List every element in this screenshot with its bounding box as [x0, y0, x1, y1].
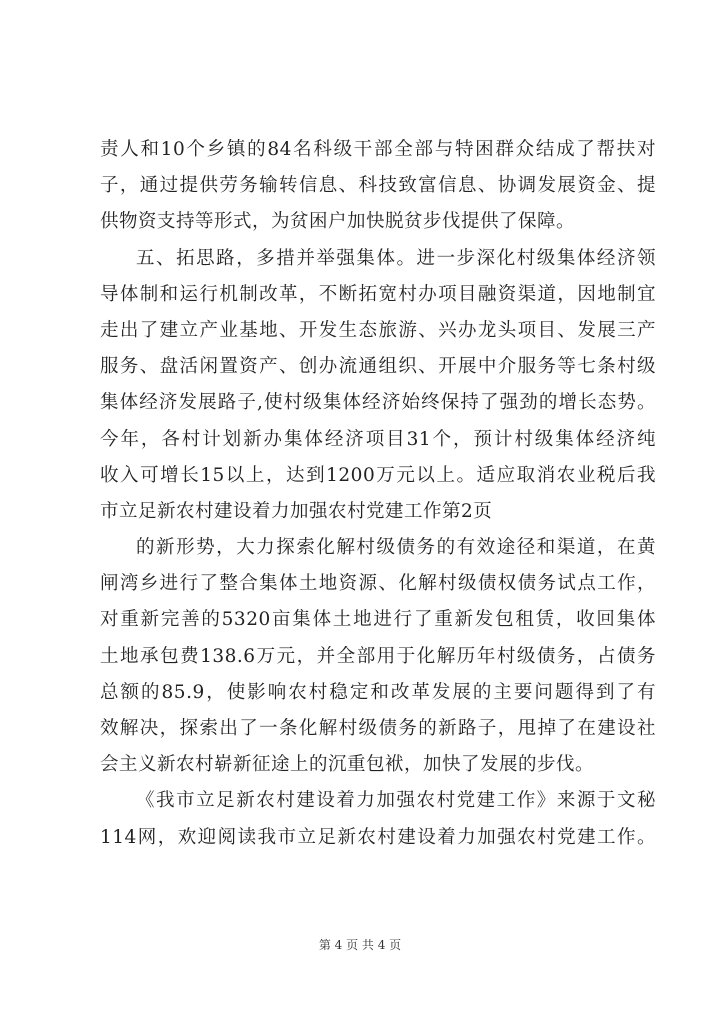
- text-line: 供物资支持等形式，为贫困户加快脱贫步伐提供了保障。: [100, 211, 576, 233]
- paragraph-start-line: 《我市立足新农村建设着力加强农村党建工作》来源于文秘: [136, 790, 656, 812]
- text-line: 对重新完善的5320亩集体土地进行了重新发包租赁，收回集体: [100, 609, 656, 631]
- text-line: 土地承包费138.6万元，并全部用于化解历年村级债务，占债务: [100, 645, 656, 667]
- text-line: 导体制和运行机制改革，不断拓宽村办项目融资渠道，因地制宜: [100, 283, 656, 305]
- paragraph-start-line: 五、拓思路，多措并举强集体。进一步深化村级集体经济领: [136, 247, 656, 269]
- document-body: [100, 132, 656, 856]
- text-line: 集体经济发展路子,使村级集体经济始终保持了强劲的增长态势。: [100, 392, 656, 414]
- text-line: 今年，各村计划新办集体经济项目31个，预计村级集体经济纯: [100, 428, 656, 450]
- paragraph-start-line: 的新形势，大力探索化解村级债务的有效途径和渠道，在黄: [136, 537, 656, 559]
- page-number-footer: 第 4 页 共 4 页: [318, 938, 402, 952]
- text-line: 效解决，探索出了一条化解村级债务的新路子，甩掉了在建设社: [100, 718, 656, 739]
- text-line: 责人和10个乡镇的84名科级干部全部与特困群众结成了帮扶对: [100, 139, 656, 160]
- text-line: 会主义新农村崭新征途上的沉重包袱，加快了发展的步伐。: [100, 754, 595, 776]
- text-line: 走出了建立产业基地、开发生态旅游、兴办龙头项目、发展三产: [100, 319, 656, 341]
- text-line: 闸湾乡进行了整合集体土地资源、化解村级债权债务试点工作，: [100, 573, 656, 595]
- text-line: 服务、盘活闲置资产、创办流通组织、开展中介服务等七条村级: [100, 356, 656, 378]
- text-line: 收入可增长15以上，达到1200万元以上。适应取消农业税后我: [100, 464, 656, 486]
- text-line: 市立足新农村建设着力加强农村党建工作第2页: [100, 500, 493, 522]
- text-line: 114网，欢迎阅读我市立足新农村建设着力加强农村党建工作。: [100, 826, 656, 848]
- text-line: 子，通过提供劳务输转信息、科技致富信息、协调发展资金、提: [100, 175, 656, 197]
- text-line: 总额的85.9，使影响农村稳定和改革发展的主要问题得到了有: [100, 681, 656, 703]
